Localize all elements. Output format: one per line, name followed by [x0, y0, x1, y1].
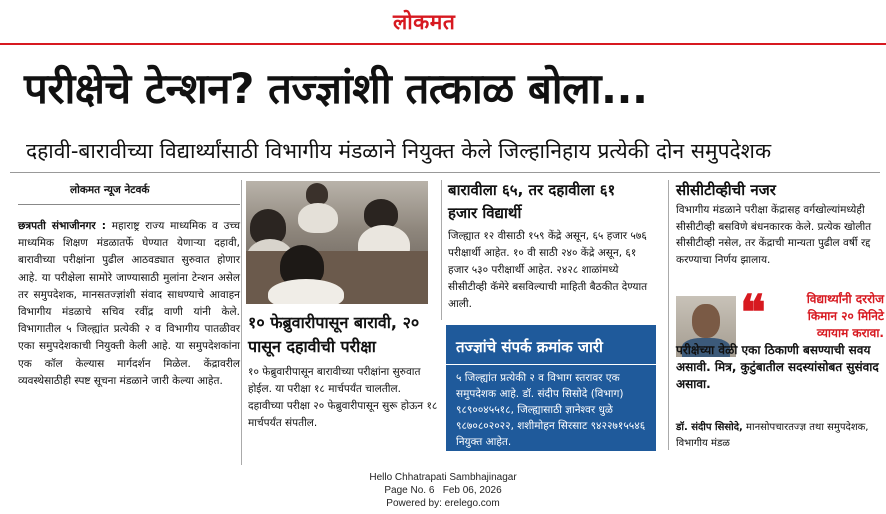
- column-divider: [668, 180, 669, 450]
- footer-page-date: Page No. 6 Feb 06, 2026: [384, 485, 502, 496]
- lead-text: महाराष्ट्र राज्य माध्यमिक व उच्च माध्यमिक शिक्षण मंडळातर्फे घेण्यात येणाऱ्या दहावी, बारावीच्या परीक्षांना पुढील आठवड्यात सुरुवात होणार आहे. या परीक्षेला सामोरे जाण्यासाठी मुलांना टेन्शन असेल तर समुपदेशक, मानसतज्ज्ञांशी संवाद साधण्याचे आवाहन विभागीय मंडळाचे सचिव रवींद्र वाणी यांनी केले. विभागातील ५ जिल्ह्यांत प्रत्येकी २ व विभागीय पातळीवर एका समुपदेशकाची नियुक्ती केली आहे. या समुपदेशकांना एक कॉल केल्यास मार्गदर्शन मिळेल. केंद्रावरील व्यवस्थेसाठीही स्पष्ट सूचना मंडळाने जारी केल्या आहेत.: [18, 220, 241, 387]
- expert-role: मानसोपचारतज्ज्ञ तथा समुपदेशक, विभागीय मंडळ: [676, 422, 869, 449]
- newspaper-logo: लोकमत: [393, 9, 456, 34]
- quote-text: परीक्षेच्या वेळी एका ठिकाणी बसण्याची सवय असावी. मित्र, कुटुंबातील सदस्यांसोबत सुसंवाद असावा.: [676, 343, 879, 391]
- cctv-body: विभागीय मंडळाने परीक्षा केंद्रासह वर्गखोल्यांमध्येही सीसीटीव्ही बसविणे बंधनकारक केले. प्रत्येक खोलीत सीसीटीव्ही नसेल, तर केंद्राची मान्यता पुढील वर्षी रद्द करण्याचा निर्णय झालाय.: [676, 204, 872, 266]
- byline-divider: [18, 204, 240, 205]
- lead-article: [18, 218, 240, 390]
- cctv-heading: सीसीटीव्हीची नजर: [676, 181, 776, 199]
- byline: लोकमत न्यूज नेटवर्क: [70, 184, 150, 196]
- column-divider: [241, 180, 242, 465]
- students-heading: बारावीला ६५, तर दहावीला ६१ हजार विद्यार्थी: [448, 181, 616, 222]
- footer-edition: Hello Chhatrapati Sambhajinagar: [369, 472, 517, 483]
- contacts-body: ५ जिल्ह्यांत प्रत्येकी २ व विभाग स्तरावर एक समुपदेशक आहे. डॉ. संदीप सिसोदे (विभाग) ९८९००४५५१८, जिल्ह्यासाठी ज्ञानेश्वर धुळे ९८७०८०२०२२, शशीमोहन सिरसाट ९४२२७१५५४६ नियुक्त आहेत.: [456, 372, 646, 448]
- masthead-rule: [0, 43, 886, 45]
- page-footer: [343, 471, 543, 510]
- expert-name: डॉ. संदीप सिसोदे,: [676, 422, 743, 433]
- subhead-divider: [10, 172, 880, 173]
- exam-dates-heading: १० फेब्रुवारीपासून बारावी, २० पासून दहावीची परीक्षा: [248, 313, 420, 356]
- quote-highlight: विद्यार्थ्यांनी दररोज किमान २० मिनिटे व्यायाम करावा.: [806, 292, 884, 340]
- main-headline: परीक्षेचे टेन्शन? तज्ज्ञांशी तत्काळ बोला...: [24, 64, 648, 113]
- subheadline: दहावी-बारावीच्या विद्यार्थ्यांसाठी विभागीय मंडळाने नियुक्त केले जिल्हानिहाय प्रत्येकी दोन समुपदेशक: [26, 139, 772, 163]
- contacts-heading: तज्ज्ञांचे संपर्क क्रमांक जारी: [456, 338, 603, 356]
- contacts-box: [446, 325, 656, 451]
- quote-mark-icon: ❝: [740, 285, 766, 341]
- exam-hall-photo: [246, 181, 428, 304]
- students-body: जिल्ह्यात १२ वीसाठी १५९ केंद्रे असून, ६५ हजार ५७६ परीक्षार्थी आहेत. १० वी साठी २४० केंद्रे असून, ६१ हजार ५३० परीक्षार्थी आहेत. २४२८ शाळांमध्ये सीसीटीव्ही कॅमेरे बसविल्याची माहिती बैठकीत देण्यात आली.: [448, 230, 648, 310]
- footer-powered-by: Powered by: erelego.com: [386, 498, 500, 509]
- quote-attribution: [676, 420, 886, 452]
- exam-dates-body: १० फेब्रुवारीपासून बारावीच्या परीक्षांना सुरुवात होईल. या परीक्षा १८ मार्चपर्यंत चालतील. दहावीच्या परीक्षा २० फेब्रुवारीपासून सुरू होऊन १८ मार्चपर्यंत संपतील.: [248, 366, 438, 429]
- expert-quote: [676, 285, 884, 393]
- column-divider: [441, 180, 442, 320]
- masthead: [0, 0, 886, 50]
- dateline: छत्रपती संभाजीनगर :: [18, 220, 106, 232]
